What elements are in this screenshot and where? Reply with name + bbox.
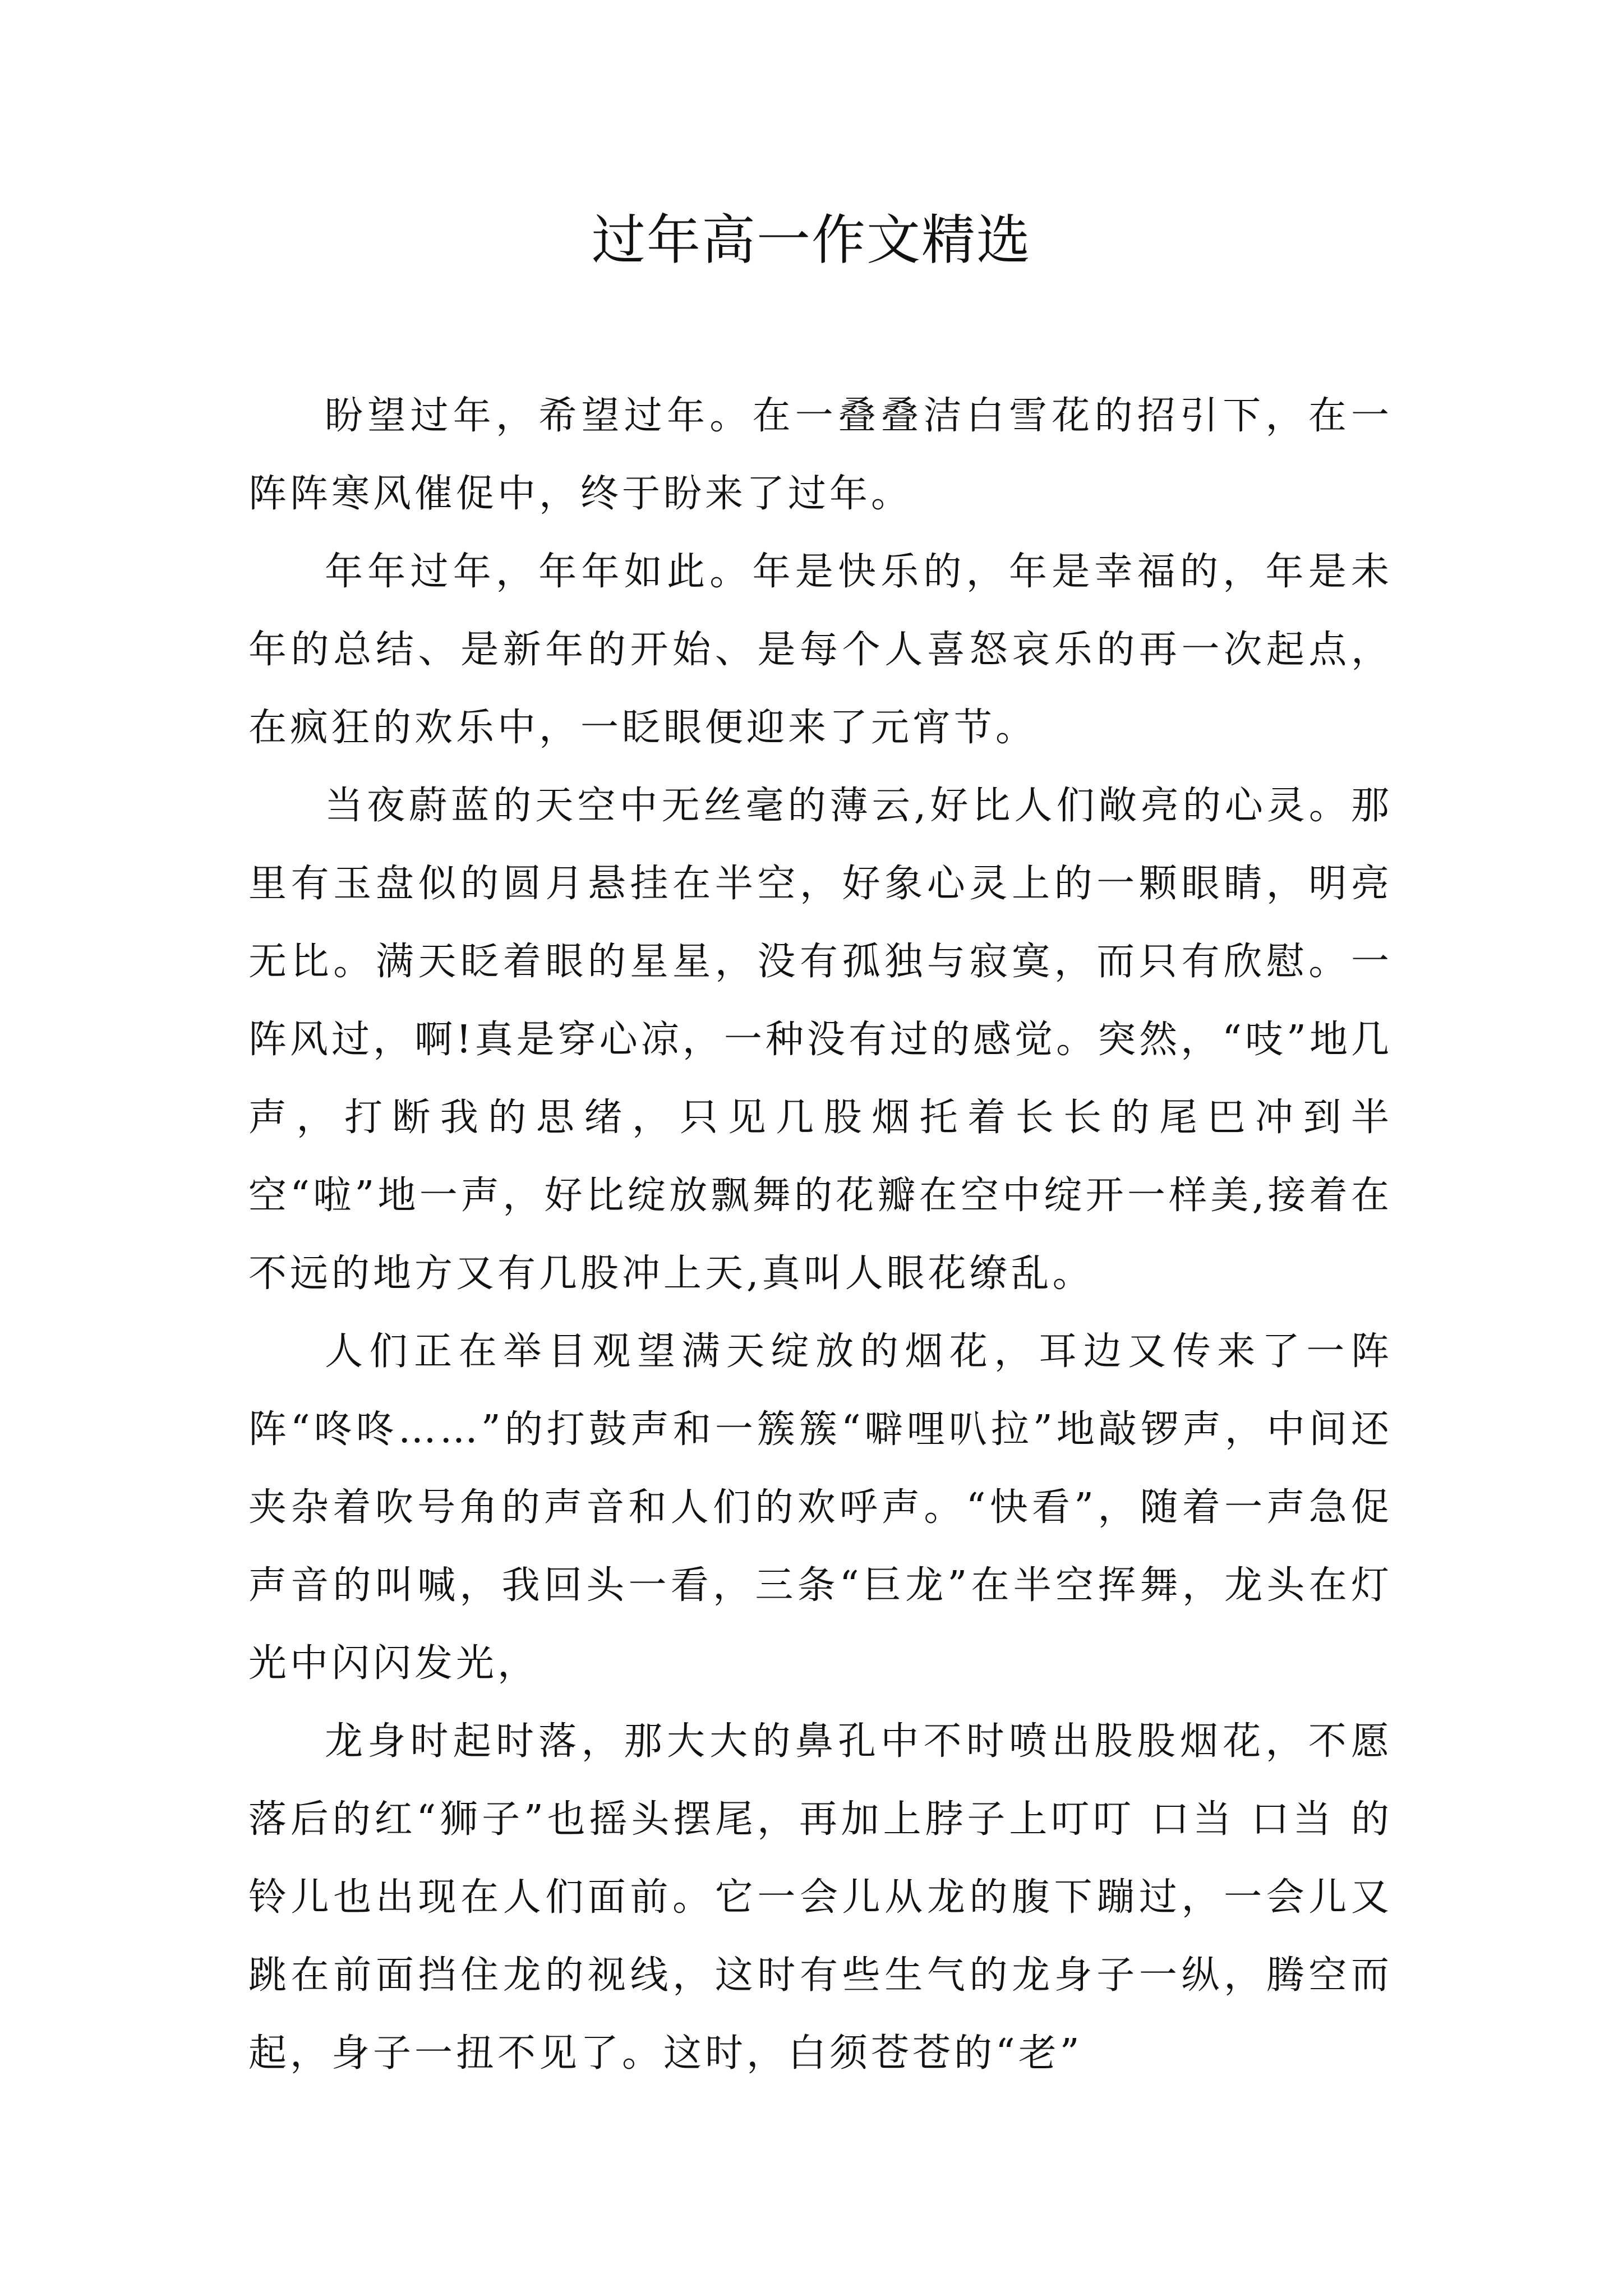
document-title: 过年高一作文精选 xyxy=(592,209,1031,272)
document-body xyxy=(248,377,1393,2092)
paragraph-4: 人们正在举目观望满天绽放的烟花，耳边又传来了一阵阵“咚咚……”的打鼓声和一簇簇“噼哩叭拉”地敲锣声，中间还夹杂着吹号角的声音和人们的欢呼声。“快看”，随着一声急促声音的叫喊，我回头一看，三条“巨龙”在半空挥舞，龙头在灯光中闪闪发光， xyxy=(248,1329,1393,1686)
paragraph-5: 龙身时起时落，那大大的鼻孔中不时喷出股股烟花，不愿落后的红“狮子”也摇头摆尾，再加上脖子上叮叮 口当 口当 的铃儿也出现在人们面前。它一会儿从龙的腹下蹦过，一会儿又跳在前面挡住龙的视线，这时有些生气的龙身子一纵，腾空而起，身子一扭不见了。这时，白须苍苍的“老” xyxy=(248,1719,1393,2076)
paragraph-2: 年年过年，年年如此。年是快乐的，年是幸福的，年是未年的总结、是新年的开始、是每个人喜怒哀乐的再一次起点，在疯狂的欢乐中，一眨眼便迎来了元宵节。 xyxy=(248,550,1393,750)
paragraph-3: 当夜蔚蓝的天空中无丝毫的薄云,好比人们敞亮的心灵。那里有玉盘似的圆月悬挂在半空，好象心灵上的一颗眼睛，明亮无比。满天眨着眼的星星，没有孤独与寂寞，而只有欣慰。一阵风过，啊!真是穿心凉，一种没有过的感觉。突然，“吱”地几声，打断我的思绪，只见几股烟托着长长的尾巴冲到半空“啦”地一声，好比绽放飘舞的花瓣在空中绽开一样美,接着在不远的地方又有几股冲上天,真叫人眼花缭乱。 xyxy=(248,784,1393,1296)
paragraph-1: 盼望过年，希望过年。在一叠叠洁白雪花的招引下，在一阵阵寒风催促中，终于盼来了过年。 xyxy=(248,394,1393,516)
